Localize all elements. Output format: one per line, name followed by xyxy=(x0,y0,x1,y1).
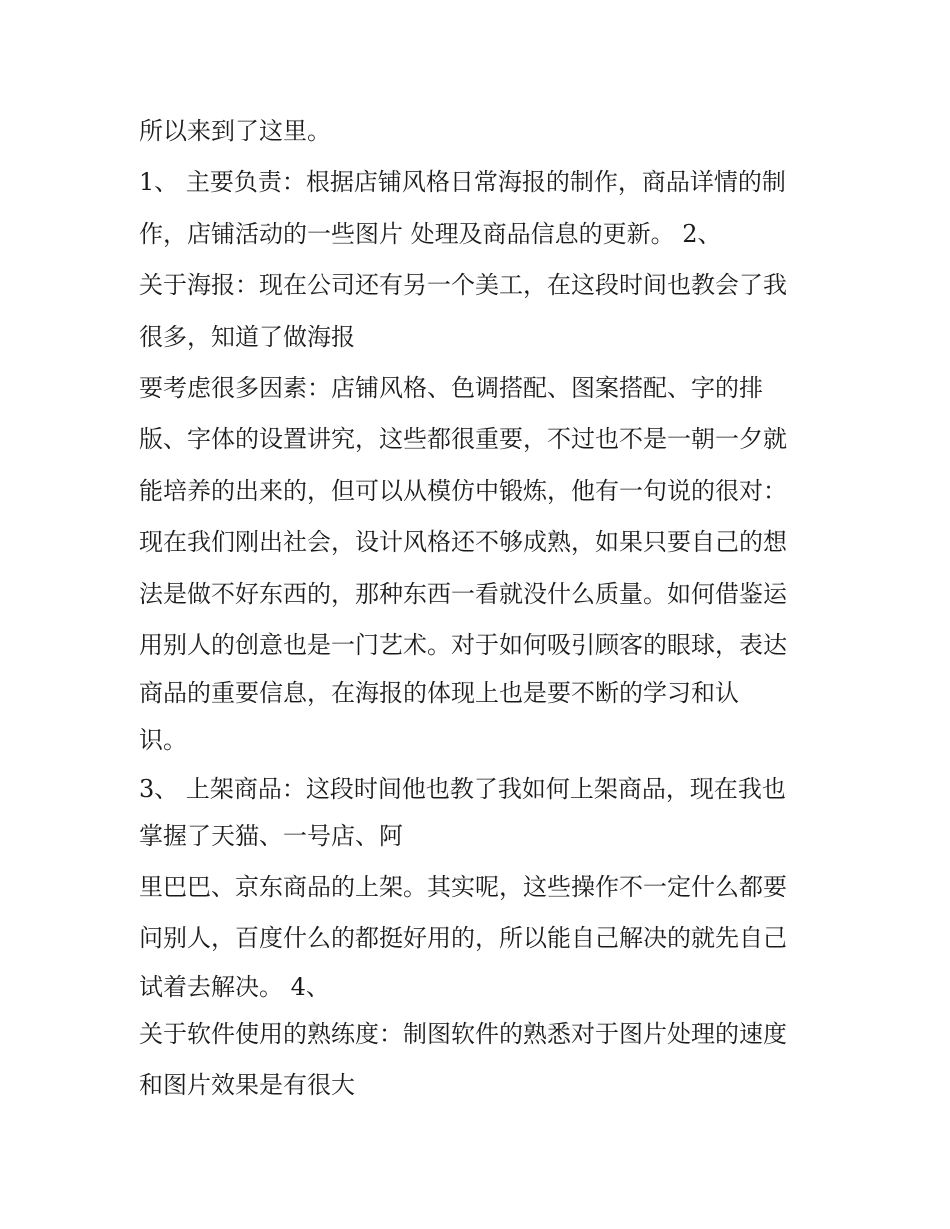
text-line: 用别人的创意也是一门艺术。对于如何吸引顾客的眼球，表达 xyxy=(139,630,787,659)
text-line: 和图片效果是有很大 xyxy=(139,1071,355,1100)
text-line: 版、字体的设置讲究，这些都很重要，不过也不是一朝一夕就 xyxy=(139,425,787,454)
text-line: 要考虑很多因素：店铺风格、色调搭配、图案搭配、字的排 xyxy=(139,373,763,402)
text-line: 商品的重要信息，在海报的体现上也是要不断的学习和认 xyxy=(139,679,739,708)
text-line: 问别人，百度什么的都挺好用的，所以能自己解决的就先自己 xyxy=(139,924,787,953)
body-text xyxy=(139,106,829,1112)
text-line: 关于海报：现在公司还有另一个美工，在这段时间也教会了我 xyxy=(139,271,787,300)
text-line: 试着去解决。 4、 xyxy=(139,972,330,1001)
text-line: 识。 xyxy=(139,726,187,755)
text-line: 作，店铺活动的一些图片 处理及商品信息的更新。 2、 xyxy=(139,219,722,248)
text-line: 能培养的出来的，但可以从模仿中锻炼，他有一句说的很对： xyxy=(139,476,787,505)
text-line: 1、 主要负责：根据店铺风格日常海报的制作，商品详情的制 xyxy=(139,168,786,197)
text-line: 很多，知道了做海报 xyxy=(139,322,355,351)
text-line: 关于软件使用的熟练度：制图软件的熟悉对于图片处理的速度 xyxy=(139,1019,787,1048)
text-line: 3、 上架商品：这段时间他也教了我如何上架商品，现在我也 xyxy=(139,774,786,803)
text-line: 现在我们刚出社会，设计风格还不够成熟，如果只要自己的想 xyxy=(139,528,787,557)
text-line: 里巴巴、京东商品的上架。其实呢，这些操作不一定什么都要 xyxy=(139,873,787,902)
text-line: 掌握了天猫、一号店、阿 xyxy=(139,821,403,850)
text-line: 法是做不好东西的，那种东西一看就没什么质量。如何借鉴运 xyxy=(139,579,787,608)
text-line: 所以来到了这里。 xyxy=(139,117,331,145)
